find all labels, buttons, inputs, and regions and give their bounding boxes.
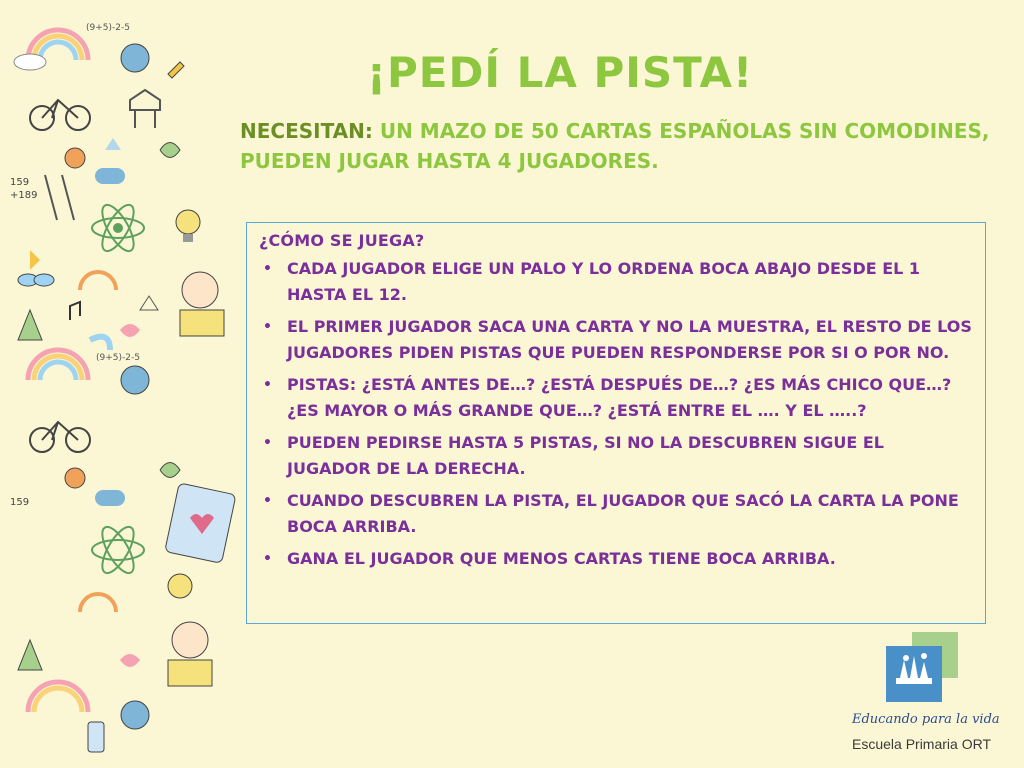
ort-logo-icon xyxy=(886,632,962,704)
math-sum-doodle: 159 xyxy=(10,177,30,188)
math-doodle: (9+5)-2-5 xyxy=(86,23,130,33)
bullet-icon: • xyxy=(263,551,272,567)
materials-intro xyxy=(240,116,1000,176)
bullet-icon: • xyxy=(263,377,272,393)
rainbow-icon xyxy=(28,682,88,712)
butterfly-icon xyxy=(18,274,54,286)
planet-icon xyxy=(121,366,149,394)
rule-text: PUEDEN PEDIRSE HASTA 5 PISTAS, SI NO LA DESCUBREN SIGUE EL JUGADOR DE LA DERECHA. xyxy=(287,433,884,478)
flask-icon xyxy=(18,310,42,340)
rule-item xyxy=(259,314,973,366)
lightbulb-icon xyxy=(168,574,192,598)
music-note-icon xyxy=(70,302,80,320)
page-title: ¡PEDÍ LA PISTA! xyxy=(366,48,754,97)
pencil-icon xyxy=(168,62,184,78)
svg-text:159: 159 xyxy=(10,497,30,508)
feather-icon xyxy=(90,337,110,350)
speech-bubble-icon xyxy=(95,168,125,184)
headphones-icon xyxy=(80,594,116,612)
bullet-icon: • xyxy=(263,261,272,277)
boy-reading-icon xyxy=(180,272,224,336)
materials-text: UN MAZO DE 50 CARTAS ESPAÑOLAS SIN COMODINES, PUEDEN JUGAR HASTA 4 JUGADORES. xyxy=(240,119,990,173)
cloud-icon xyxy=(14,54,46,70)
svg-text:(9+5)-2-5: (9+5)-2-5 xyxy=(96,353,140,363)
materials-lead: NECESITAN: xyxy=(240,119,373,143)
rainbow-icon xyxy=(28,350,88,380)
heart-icon xyxy=(120,324,140,337)
atom-icon xyxy=(92,200,144,255)
bullet-icon: • xyxy=(263,493,272,509)
phone-icon xyxy=(88,722,104,752)
flask-icon xyxy=(18,640,42,670)
boy-reading-icon xyxy=(168,622,212,686)
rule-item xyxy=(259,488,973,540)
ball-icon xyxy=(65,148,85,168)
rule-text: GANA EL JUGADOR QUE MENOS CARTAS TIENE BOCA ARRIBA. xyxy=(287,549,836,568)
rule-item xyxy=(259,546,973,572)
rule-text: CADA JUGADOR ELIGE UN PALO Y LO ORDENA BOCA ABAJO DESDE EL 1 HASTA EL 12. xyxy=(287,259,921,304)
leaf-icon xyxy=(160,143,180,158)
rule-item xyxy=(259,372,973,424)
rule-item xyxy=(259,256,973,308)
leaf-icon xyxy=(160,463,180,478)
school-slogan: Educando para la vida xyxy=(852,712,1000,727)
school-name: Escuela Primaria ORT xyxy=(852,736,992,752)
carousel-icon xyxy=(130,90,160,128)
planet-icon xyxy=(121,701,149,729)
bullet-icon: • xyxy=(263,319,272,335)
rule-item xyxy=(259,430,973,482)
hand-icon xyxy=(105,138,121,150)
bullet-icon: • xyxy=(263,435,272,451)
speech-bubble-icon xyxy=(95,490,125,506)
school-logo xyxy=(850,632,1010,762)
heart-icon xyxy=(120,654,140,667)
lightbulb-icon xyxy=(176,210,200,242)
doodle-illustrations xyxy=(0,0,240,768)
atom-icon xyxy=(92,522,144,577)
ball-icon xyxy=(65,468,85,488)
ladder-icon xyxy=(45,175,74,220)
bicycle-icon xyxy=(30,422,90,452)
bicycle-icon xyxy=(30,100,90,130)
triangle-icon xyxy=(140,296,158,310)
rules-box xyxy=(246,222,986,624)
rule-text: CUANDO DESCUBREN LA PISTA, EL JUGADOR QUE SACÓ LA CARTA LA PONE BOCA ARRIBA. xyxy=(287,491,959,536)
planet-icon xyxy=(121,44,149,72)
rule-text: PISTAS: ¿ESTÁ ANTES DE…? ¿ESTÁ DESPUÉS DE…? ¿ES MÁS CHICO QUE…? ¿ES MAYOR O MÁS GRANDE QUE…? ¿ESTÁ ENTRE EL …. Y EL …..? xyxy=(287,375,952,420)
doodle-sidebar xyxy=(0,0,240,768)
rules-heading: ¿CÓMO SE JUEGA? xyxy=(259,231,425,250)
rule-text: EL PRIMER JUGADOR SACA UNA CARTA Y NO LA MUESTRA, EL RESTO DE LOS JUGADORES PIDEN PISTAS QUE PUEDEN RESPONDERSE POR SI O POR NO. xyxy=(287,317,972,362)
svg-text:+189: +189 xyxy=(10,190,38,201)
dreidel-icon xyxy=(30,250,40,270)
rules-list xyxy=(259,256,973,572)
headphones-icon xyxy=(80,272,116,290)
